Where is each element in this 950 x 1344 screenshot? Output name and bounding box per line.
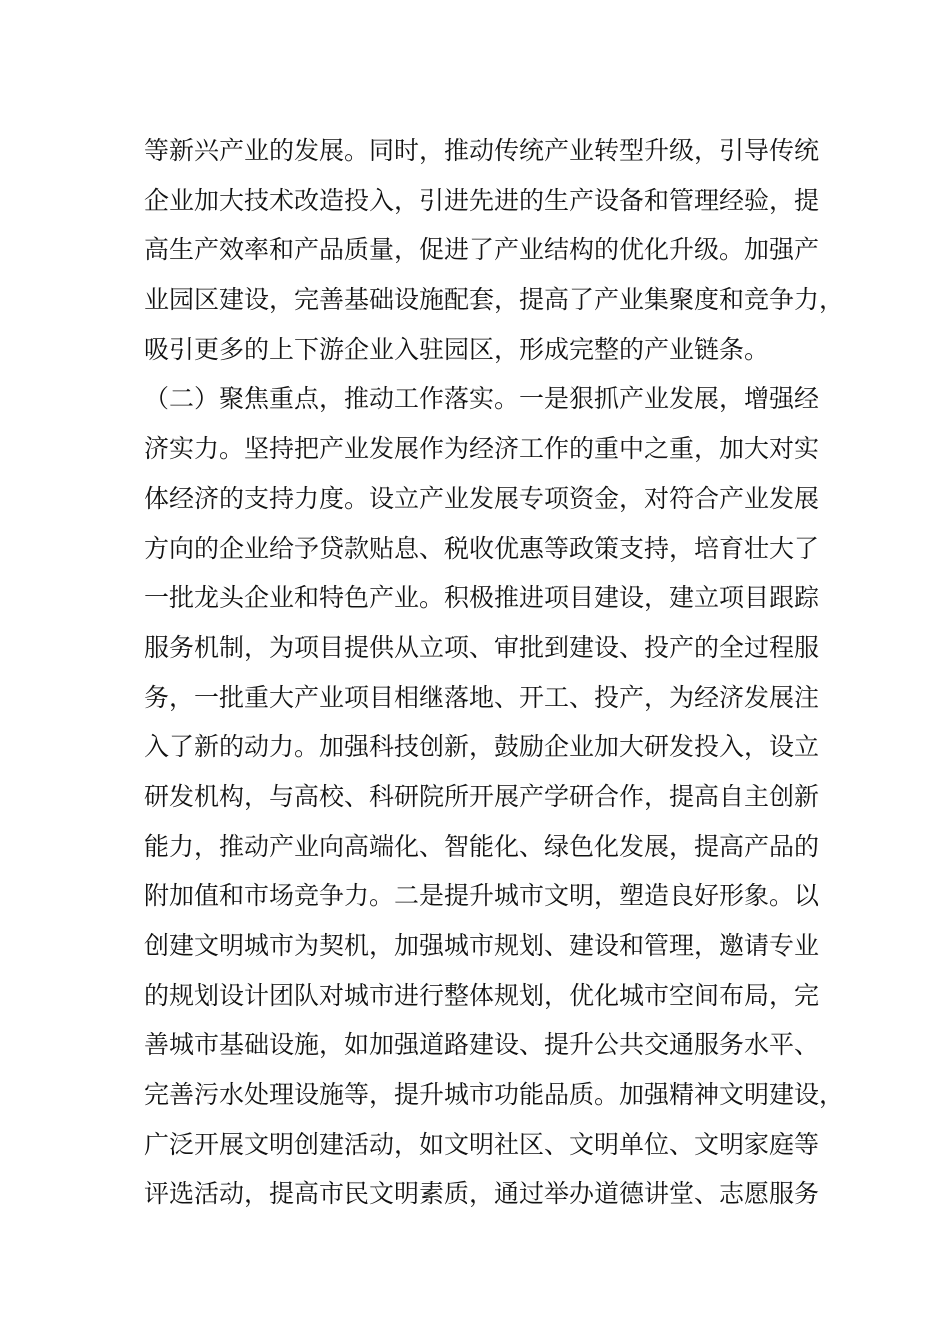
- text-line: 入了新的动力。加强科技创新，鼓励企业加大研发投入，设立: [144, 732, 820, 762]
- text-line: 方向的企业给予贷款贴息、税收优惠等政策支持，培育壮大了: [144, 533, 820, 563]
- text-line: 广泛开展文明创建活动，如文明社区、文明单位、文明家庭等: [144, 1129, 820, 1159]
- text-line: 完善污水处理设施等，提升城市功能品质。加强精神文明建设，: [144, 1080, 845, 1110]
- body-text: [144, 126, 844, 1219]
- text-line: 附加值和市场竞争力。二是提升城市文明，塑造良好形象。以: [144, 881, 820, 911]
- text-line: 的规划设计团队对城市进行整体规划，优化城市空间布局，完: [144, 980, 820, 1010]
- text-line: 服务机制，为项目提供从立项、审批到建设、投产的全过程服: [144, 632, 820, 662]
- text-line: 吸引更多的上下游企业入驻园区，形成完整的产业链条。: [144, 334, 770, 364]
- text-line: 能力，推动产业向高端化、智能化、绿色化发展，提高产品的: [144, 831, 820, 861]
- text-line: 济实力。坚持把产业发展作为经济工作的重中之重，加大对实: [144, 434, 820, 464]
- text-line: 创建文明城市为契机，加强城市规划、建设和管理，邀请专业: [144, 931, 820, 960]
- text-line: 体经济的支持力度。设立产业发展专项资金，对符合产业发展: [144, 483, 820, 513]
- text-line: 高生产效率和产品质量，促进了产业结构的优化升级。加强产: [144, 235, 820, 265]
- text-line: 等新兴产业的发展。同时，推动传统产业转型升级，引导传统: [144, 136, 820, 165]
- text-line: 评选活动，提高市民文明素质，通过举办道德讲堂、志愿服务: [144, 1179, 820, 1209]
- text-line: 业园区建设，完善基础设施配套，提高了产业集聚度和竞争力，: [144, 285, 845, 315]
- section-heading-line: （二）聚焦重点，推动工作落实。一是狠抓产业发展，增强经: [144, 384, 820, 414]
- text-line: 善城市基础设施，如加强道路建设、提升公共交通服务水平、: [144, 1030, 820, 1060]
- text-line: 企业加大技术改造投入，引进先进的生产设备和管理经验，提: [144, 185, 820, 215]
- text-line: 研发机构，与高校、科研院所开展产学研合作，提高自主创新: [144, 781, 820, 811]
- text-line: 一批龙头企业和特色产业。积极推进项目建设，建立项目跟踪: [144, 583, 820, 613]
- text-line: 务，一批重大产业项目相继落地、开工、投产，为经济发展注: [144, 682, 820, 712]
